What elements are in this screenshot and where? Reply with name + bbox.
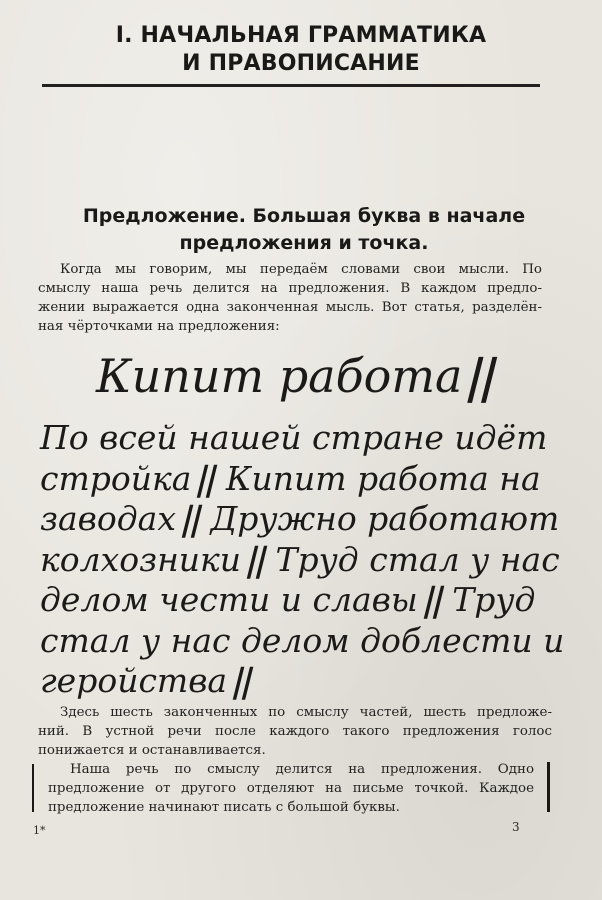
rule-line: предложение начинают писать с большой буквы.	[48, 800, 400, 815]
handwritten-fragment: стройка	[40, 458, 192, 498]
handwritten-line	[40, 499, 560, 540]
handwritten-fragment: Труд	[452, 580, 536, 619]
intro-line: жении выражается одна законченная мысль. Вот статья, разделён-	[38, 300, 542, 315]
rule-box	[28, 760, 554, 816]
handwritten-title-text: Кипит работа	[96, 349, 463, 403]
handwritten-fragment: Труд стал у нас	[275, 539, 560, 579]
intro-paragraph	[38, 260, 542, 336]
chapter-title-line-1: I. НАЧАЛЬНАЯ ГРАММАТИКА	[115, 23, 487, 48]
printer-signature-mark: 1*	[33, 824, 46, 837]
handwritten-fragment: колхозники	[40, 539, 242, 579]
sentence-separator: ||	[228, 661, 257, 700]
handwritten-fragment: заводах	[40, 499, 176, 538]
section-heading-line-1: Предложение. Большая буква в начале	[82, 205, 526, 227]
handwritten-line	[40, 540, 560, 581]
handwritten-line	[40, 620, 565, 662]
explanation-line: ний. В устной речи после каждого такого предложения голос	[38, 724, 552, 739]
handwritten-fragment: Кипит работа на	[225, 458, 541, 498]
rule-line: предложение от другого отделяют на письме точкой. Каждое	[48, 781, 534, 796]
rule-line: Наша речь по смыслу делится на предложения. Одно	[70, 762, 534, 777]
handwritten-example-text	[40, 418, 565, 702]
handwritten-fragment: Дружно работают	[210, 499, 560, 538]
sentence-separator: ||	[192, 458, 221, 498]
handwritten-example-title	[96, 348, 503, 404]
sentence-separator: ||	[177, 499, 206, 538]
folio-mark: 3	[512, 820, 520, 834]
handwritten-fragment: По всей нашей стране идёт	[40, 418, 548, 457]
explanation-paragraph	[38, 703, 552, 760]
intro-line: Когда мы говорим, мы передаём словами свои мысли. По	[60, 262, 542, 277]
handwritten-fragment: стал у нас делом доблести и	[40, 620, 565, 660]
handwritten-line	[40, 459, 560, 500]
intro-line: смыслу наша речь делится на предложения. В каждом предло-	[38, 281, 542, 296]
section-heading	[30, 203, 578, 257]
sentence-separator: ||	[242, 539, 271, 579]
rule-box-right-bar	[547, 762, 550, 812]
handwritten-fragment: делом чести и славы	[40, 580, 418, 619]
handwritten-fragment: геройства	[40, 661, 228, 700]
intro-line: ная чёрточками на предложения:	[38, 319, 280, 334]
rule-box-left-bar	[32, 764, 34, 812]
chapter-title	[40, 22, 562, 78]
sentence-separator: ||	[461, 349, 503, 403]
handwritten-line	[40, 661, 560, 702]
section-heading-line-2: предложения и точка.	[179, 232, 429, 254]
chapter-title-line-2: И ПРАВОПИСАНИЕ	[182, 51, 420, 76]
handwritten-line	[40, 580, 560, 621]
sentence-separator: ||	[419, 580, 447, 619]
explanation-line: понижается и останавливается.	[38, 743, 266, 758]
rule-text	[48, 760, 534, 817]
title-underline-rule	[42, 84, 540, 87]
explanation-line: Здесь шесть законченных по смыслу частей, шесть предложе-	[60, 705, 552, 720]
handwritten-line	[40, 418, 560, 459]
